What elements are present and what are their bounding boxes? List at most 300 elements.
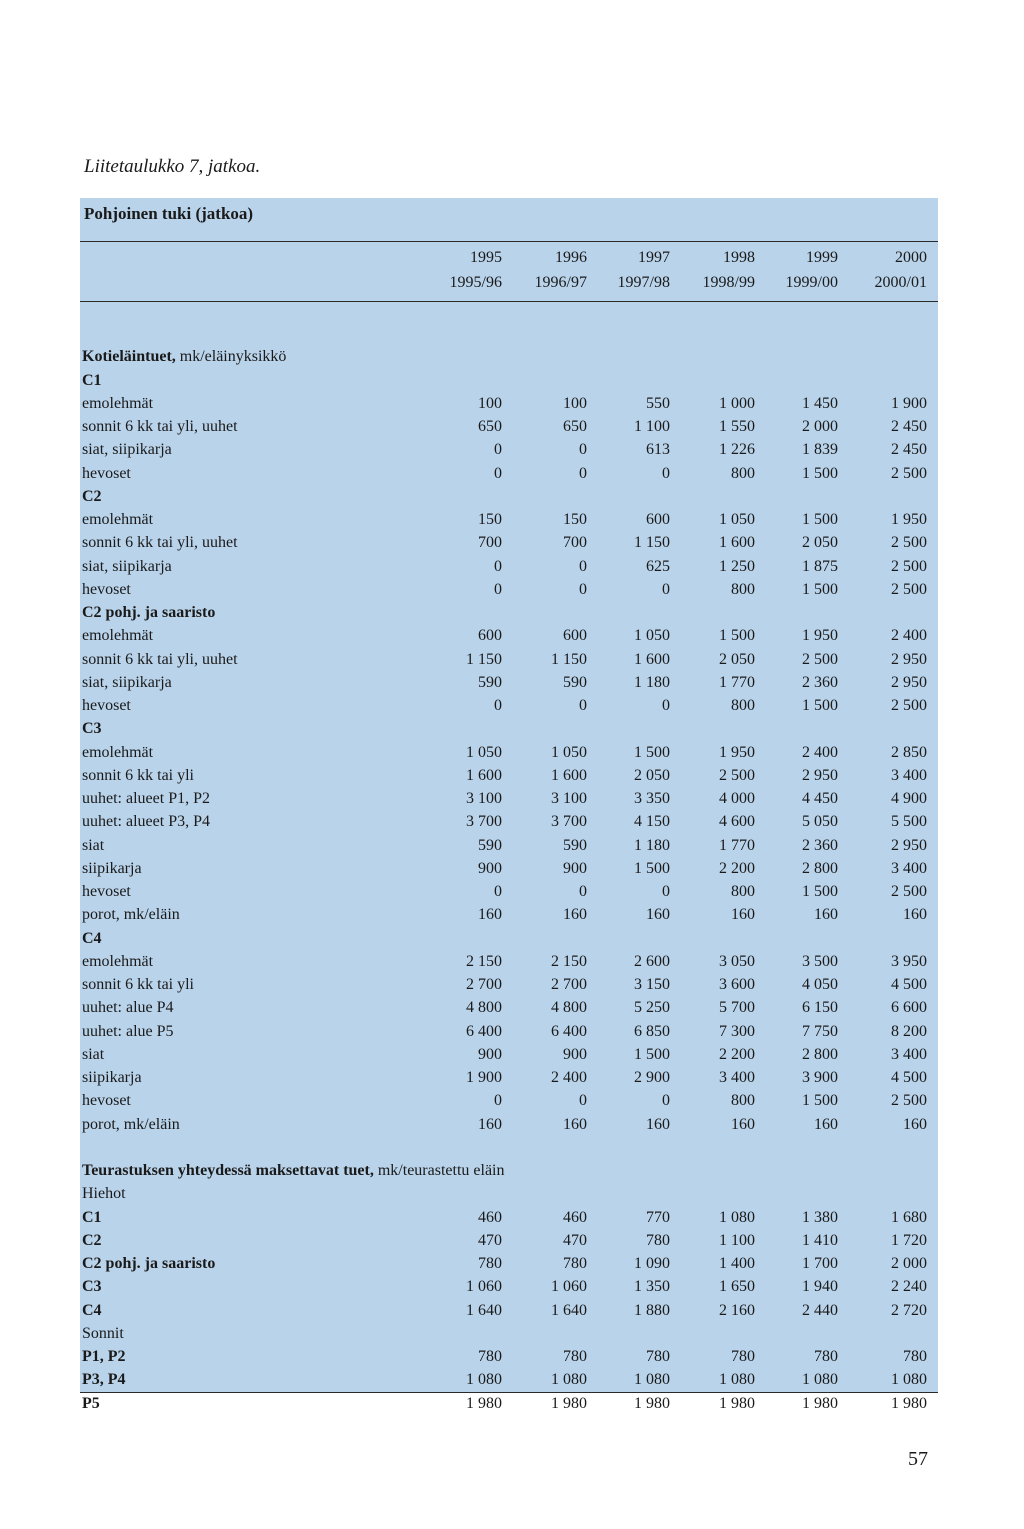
row-label: uuhet: alueet P1, P2 <box>82 790 210 807</box>
row-label: Sonnit <box>82 1324 124 1342</box>
table-cell: 2 150 <box>466 952 502 970</box>
section-label-bold: Kotieläintuet, <box>82 348 176 366</box>
table-cell: 1 680 <box>891 1208 927 1226</box>
table-row <box>80 787 938 810</box>
table-cell: 1 050 <box>719 511 755 528</box>
table-cell: 1 050 <box>551 743 587 761</box>
table-cell: 3 400 <box>891 766 927 784</box>
table-row <box>80 648 938 671</box>
table-row <box>80 834 938 857</box>
row-label: emolehmät <box>82 394 154 412</box>
table-cell: 3 100 <box>466 790 502 807</box>
table-cell: 6 850 <box>634 1022 670 1040</box>
table-cell: 2 800 <box>802 859 838 877</box>
table-cell: 780 <box>903 1348 927 1365</box>
table-cell: 650 <box>478 418 502 435</box>
table-row <box>80 1182 938 1205</box>
table-cell: 1 640 <box>466 1301 502 1319</box>
table-row <box>80 1368 938 1391</box>
table-row <box>80 671 938 694</box>
section-heading <box>80 345 938 368</box>
table-cell: 0 <box>579 883 587 900</box>
table-cell: 0 <box>579 580 587 598</box>
row-label: sonnit 6 kk tai yli <box>82 766 194 784</box>
table-cell: 2 500 <box>891 883 927 900</box>
table-row <box>80 415 938 438</box>
table-row <box>80 1113 938 1136</box>
table-cell: 1 980 <box>634 1394 670 1412</box>
table-row <box>80 1345 938 1368</box>
row-label: C1 <box>82 1208 102 1226</box>
table-cell: 160 <box>646 1115 670 1133</box>
table-cell: 1 875 <box>802 557 838 575</box>
table-cell: 1 450 <box>802 394 838 412</box>
table-cell: 4 000 <box>719 790 755 807</box>
table-cell: 550 <box>646 394 670 412</box>
table-title: Pohjoinen tuki (jatkoa) <box>84 204 254 223</box>
table-cell: 1 600 <box>634 650 670 668</box>
table-cell: 3 400 <box>891 1045 927 1063</box>
table-row <box>80 1066 938 1089</box>
table-cell: 4 800 <box>551 999 587 1017</box>
year-header: 2000 <box>895 249 927 266</box>
table-cell: 900 <box>563 859 587 877</box>
spacer-row <box>80 1136 938 1159</box>
table-cell: 160 <box>563 1115 587 1133</box>
page-number: 57 <box>908 1448 928 1470</box>
table-cell: 0 <box>494 580 502 598</box>
table-cell: 4 600 <box>719 813 755 831</box>
row-label: hevoset <box>82 883 131 900</box>
season-header: 1998/99 <box>702 274 755 291</box>
table-cell: 3 400 <box>719 1069 755 1086</box>
table-cell: 2 950 <box>891 836 927 854</box>
table-cell: 2 360 <box>802 673 838 691</box>
table-cell: 4 900 <box>891 790 927 807</box>
table-cell: 1 500 <box>802 580 838 598</box>
row-label: C1 <box>82 371 102 389</box>
row-label: hevoset <box>82 464 131 482</box>
row-label: C2 pohj. ja saaristo <box>82 1255 216 1272</box>
table-cell: 1 180 <box>634 673 670 691</box>
row-label: emolehmät <box>82 743 154 761</box>
table-cell: 1 600 <box>719 534 755 552</box>
table-cell: 2 500 <box>891 697 927 714</box>
table-cell: 1 150 <box>466 650 502 668</box>
table-row <box>80 973 938 996</box>
table-cell: 780 <box>563 1348 587 1365</box>
table-cell: 900 <box>563 1045 587 1063</box>
table-cell: 1 500 <box>802 697 838 714</box>
table-cell: 1 640 <box>551 1301 587 1319</box>
row-label: emolehmät <box>82 952 154 970</box>
table-row <box>80 1020 938 1043</box>
table-cell: 2 240 <box>891 1278 927 1296</box>
table-cell: 1 500 <box>802 883 838 900</box>
table-cell: 590 <box>563 673 587 691</box>
table-cell: 1 950 <box>719 743 755 761</box>
table-cell: 460 <box>563 1208 587 1226</box>
row-label: P1, P2 <box>82 1348 126 1365</box>
table-cell: 0 <box>579 464 587 482</box>
table-cell: 1 720 <box>891 1231 927 1249</box>
group-heading <box>80 369 938 392</box>
table-cell: 1 000 <box>719 394 755 412</box>
row-label: C4 <box>82 929 102 947</box>
table-cell: 1 980 <box>466 1394 502 1412</box>
table-cell: 5 250 <box>634 999 670 1017</box>
table-row <box>80 880 938 903</box>
table-cell: 8 200 <box>891 1022 927 1040</box>
table-cell: 0 <box>579 557 587 575</box>
table-cell: 2 000 <box>891 1255 927 1272</box>
table-cell: 780 <box>478 1255 502 1272</box>
table-cell: 1 500 <box>802 1092 838 1110</box>
table-cell: 3 900 <box>802 1069 838 1086</box>
table-cell: 1 150 <box>634 534 670 552</box>
table-cell: 625 <box>646 557 670 575</box>
table-cell: 2 850 <box>891 743 927 761</box>
table-cell: 5 500 <box>891 813 927 831</box>
table-cell: 2 360 <box>802 836 838 854</box>
table-row <box>80 996 938 1019</box>
table-row <box>80 1252 938 1275</box>
table-cell: 6 600 <box>891 999 927 1017</box>
table-cell: 150 <box>563 511 587 528</box>
table-cell: 3 700 <box>466 813 502 831</box>
table-cell: 1 080 <box>466 1371 502 1389</box>
table-row <box>80 950 938 973</box>
table-cell: 0 <box>494 464 502 482</box>
row-label: sonnit 6 kk tai yli, uuhet <box>82 650 238 668</box>
table-cell: 3 600 <box>719 976 755 993</box>
table-cell: 770 <box>646 1208 670 1226</box>
table-cell: 2 500 <box>891 557 927 575</box>
table-cell: 1 500 <box>802 464 838 482</box>
table-cell: 4 500 <box>891 976 927 993</box>
season-header: 1995/96 <box>449 274 502 291</box>
table-cell: 2 700 <box>466 976 502 993</box>
table-cell: 2 500 <box>891 534 927 552</box>
table-row <box>80 555 938 578</box>
table-row <box>80 741 938 764</box>
table-cell: 1 080 <box>802 1371 838 1389</box>
header-bottom-rule <box>80 301 938 302</box>
table-cell: 1 980 <box>802 1394 838 1412</box>
table-cell: 590 <box>478 673 502 691</box>
table-row <box>80 1206 938 1229</box>
table-cell: 1 650 <box>719 1278 755 1296</box>
table-cell: 160 <box>903 906 927 924</box>
table-cell: 0 <box>662 464 670 482</box>
row-label: P5 <box>82 1394 100 1412</box>
table-cell: 800 <box>731 580 755 598</box>
table-cell: 1 350 <box>634 1278 670 1296</box>
table-cell: 1 500 <box>719 627 755 645</box>
table-row <box>80 1322 938 1345</box>
table-cell: 3 350 <box>634 790 670 807</box>
table-bottom-rule <box>80 1392 938 1393</box>
section-heading <box>80 1159 938 1182</box>
row-label: porot, mk/eläin <box>82 906 180 924</box>
row-label: P3, P4 <box>82 1371 126 1389</box>
row-label: siat, siipikarja <box>82 441 172 459</box>
table-cell: 3 400 <box>891 859 927 877</box>
table-cell: 900 <box>478 859 502 877</box>
table-cell: 780 <box>478 1348 502 1365</box>
table-cell: 0 <box>662 697 670 714</box>
table-cell: 1 500 <box>634 859 670 877</box>
table-cell: 5 700 <box>719 999 755 1017</box>
table-cell: 100 <box>478 394 502 412</box>
table-cell: 900 <box>478 1045 502 1063</box>
table-cell: 460 <box>478 1208 502 1226</box>
table-row <box>80 810 938 833</box>
table-cell: 780 <box>731 1348 755 1365</box>
table-row <box>80 1299 938 1322</box>
table-cell: 780 <box>646 1348 670 1365</box>
table-cell: 600 <box>478 627 502 645</box>
table-cell: 2 950 <box>891 650 927 668</box>
table-cell: 1 060 <box>551 1278 587 1296</box>
table-cell: 160 <box>731 906 755 924</box>
table-cell: 1 900 <box>891 394 927 412</box>
table-cell: 1 080 <box>634 1371 670 1389</box>
row-label: siat, siipikarja <box>82 673 172 691</box>
row-label: sonnit 6 kk tai yli, uuhet <box>82 418 238 435</box>
table-cell: 2 950 <box>891 673 927 691</box>
table-cell: 2 600 <box>634 952 670 970</box>
table-cell: 160 <box>814 1115 838 1133</box>
table-cell: 2 160 <box>719 1301 755 1319</box>
table-cell: 3 950 <box>891 952 927 970</box>
table-caption: Liitetaulukko 7, jatkoa. <box>84 156 261 177</box>
table-cell: 1 180 <box>634 836 670 854</box>
table-cell: 1 080 <box>719 1371 755 1389</box>
table-cell: 470 <box>478 1231 502 1249</box>
table-row <box>80 857 938 880</box>
table-cell: 160 <box>478 906 502 924</box>
table-cell: 160 <box>814 906 838 924</box>
table-cell: 1 980 <box>719 1394 755 1412</box>
table-cell: 1 770 <box>719 836 755 854</box>
table-row <box>80 694 938 717</box>
table-cell: 160 <box>731 1115 755 1133</box>
table-cell: 1 050 <box>466 743 502 761</box>
table-cell: 2 050 <box>634 766 670 784</box>
row-label: emolehmät <box>82 627 154 645</box>
row-label: siipikarja <box>82 1069 142 1086</box>
table-row <box>80 462 938 485</box>
row-label <box>82 345 286 368</box>
table-cell: 1 080 <box>719 1208 755 1226</box>
table-cell: 1 600 <box>466 766 502 784</box>
table-cell: 3 050 <box>719 952 755 970</box>
group-heading <box>80 717 938 740</box>
table-cell: 700 <box>563 534 587 552</box>
table-cell: 1 150 <box>551 650 587 668</box>
table-cell: 2 050 <box>719 650 755 668</box>
table-cell: 2 500 <box>891 464 927 482</box>
table-cell: 1 500 <box>634 743 670 761</box>
table-cell: 1 400 <box>719 1255 755 1272</box>
table-cell: 613 <box>646 441 670 459</box>
year-header: 1998 <box>723 249 755 266</box>
table-cell: 700 <box>478 534 502 552</box>
table-cell: 2 500 <box>891 1092 927 1110</box>
table-cell: 2 400 <box>891 627 927 645</box>
table-cell: 800 <box>731 1092 755 1110</box>
row-label: hevoset <box>82 580 131 598</box>
table-cell: 2 500 <box>891 580 927 598</box>
row-label: Hiehot <box>82 1185 126 1203</box>
table-row <box>80 508 938 531</box>
table-cell: 470 <box>563 1231 587 1249</box>
table-cell: 0 <box>662 883 670 900</box>
table-row <box>80 531 938 554</box>
table-cell: 1 980 <box>891 1394 927 1412</box>
year-header: 1999 <box>806 249 838 266</box>
table-cell: 1 090 <box>634 1255 670 1272</box>
row-label: sonnit 6 kk tai yli, uuhet <box>82 534 238 552</box>
table-cell: 4 050 <box>802 976 838 993</box>
table-cell: 0 <box>579 441 587 459</box>
row-label: uuhet: alue P5 <box>82 1022 174 1040</box>
table-cell: 5 050 <box>802 813 838 831</box>
table-cell: 1 950 <box>891 511 927 528</box>
table-cell: 4 500 <box>891 1069 927 1086</box>
table-cell: 1 980 <box>551 1394 587 1412</box>
spacer-row <box>80 322 938 345</box>
table-row <box>80 578 938 601</box>
table-cell: 650 <box>563 418 587 435</box>
table-cell: 780 <box>814 1348 838 1365</box>
table-cell: 160 <box>903 1115 927 1133</box>
table-cell: 100 <box>563 394 587 412</box>
table-cell: 2 800 <box>802 1045 838 1063</box>
table-cell: 0 <box>494 1092 502 1110</box>
table-cell: 2 150 <box>551 952 587 970</box>
row-label: C3 <box>82 720 102 738</box>
table-cell: 590 <box>478 836 502 854</box>
table-cell: 800 <box>731 883 755 900</box>
table-row <box>80 1089 938 1112</box>
year-header: 1997 <box>638 249 670 266</box>
row-label: sonnit 6 kk tai yli <box>82 976 194 993</box>
table-cell: 0 <box>494 557 502 575</box>
table-cell: 7 750 <box>802 1022 838 1040</box>
table-cell: 1 080 <box>891 1371 927 1389</box>
row-label: siat <box>82 1045 105 1063</box>
table-cell: 2 440 <box>802 1301 838 1319</box>
table-row <box>80 764 938 787</box>
table-cell: 6 400 <box>466 1022 502 1040</box>
season-header: 1997/98 <box>617 274 670 291</box>
table-cell: 1 100 <box>719 1231 755 1249</box>
table-cell: 1 839 <box>802 441 838 459</box>
table-cell: 2 450 <box>891 418 927 435</box>
table-cell: 800 <box>731 464 755 482</box>
table-cell: 780 <box>563 1255 587 1272</box>
row-label: porot, mk/eläin <box>82 1115 180 1133</box>
header-top-rule <box>80 241 938 242</box>
table-cell: 2 450 <box>891 441 927 459</box>
table-body <box>80 322 938 1415</box>
year-header: 1996 <box>555 249 587 266</box>
season-header: 1996/97 <box>534 274 587 291</box>
table-cell: 1 880 <box>634 1301 670 1319</box>
row-label: siipikarja <box>82 859 142 877</box>
row-label <box>82 1159 504 1182</box>
row-label: emolehmät <box>82 511 154 528</box>
table-panel <box>80 198 938 1412</box>
table-cell: 0 <box>494 441 502 459</box>
table-cell: 150 <box>478 511 502 528</box>
table-row <box>80 438 938 461</box>
table-cell: 160 <box>646 906 670 924</box>
table-cell: 1 500 <box>634 1045 670 1063</box>
table-cell: 2 500 <box>719 766 755 784</box>
table-cell: 1 100 <box>634 418 670 435</box>
table-cell: 2 200 <box>719 859 755 877</box>
table-cell: 1 600 <box>551 766 587 784</box>
table-row <box>80 1275 938 1298</box>
row-label: C3 <box>82 1278 102 1296</box>
table-cell: 1 900 <box>466 1069 502 1086</box>
row-label: C2 <box>82 487 102 505</box>
table-row <box>80 1043 938 1066</box>
table-cell: 2 700 <box>551 976 587 993</box>
table-cell: 1 080 <box>551 1371 587 1389</box>
table-cell: 1 550 <box>719 418 755 435</box>
table-cell: 780 <box>646 1231 670 1249</box>
row-label: C2 pohj. ja saaristo <box>82 604 216 621</box>
table-cell: 1 940 <box>802 1278 838 1296</box>
table-cell: 1 250 <box>719 557 755 575</box>
row-label: C2 <box>82 1231 102 1249</box>
row-label: C4 <box>82 1301 102 1319</box>
group-heading <box>80 485 938 508</box>
table-cell: 2 400 <box>802 743 838 761</box>
table-cell: 4 150 <box>634 813 670 831</box>
table-cell: 1 050 <box>634 627 670 645</box>
table-cell: 2 500 <box>802 650 838 668</box>
row-label: siat, siipikarja <box>82 557 172 575</box>
table-cell: 7 300 <box>719 1022 755 1040</box>
table-cell: 160 <box>478 1115 502 1133</box>
group-heading <box>80 927 938 950</box>
table-cell: 3 150 <box>634 976 670 993</box>
year-header: 1995 <box>470 249 502 266</box>
row-label: uuhet: alueet P3, P4 <box>82 813 210 831</box>
table-cell: 1 410 <box>802 1231 838 1249</box>
table-cell: 3 500 <box>802 952 838 970</box>
table-cell: 1 500 <box>802 511 838 528</box>
table-cell: 1 700 <box>802 1255 838 1272</box>
table-cell: 1 770 <box>719 673 755 691</box>
table-row <box>80 1229 938 1252</box>
group-heading <box>80 601 938 624</box>
table-cell: 600 <box>563 627 587 645</box>
table-cell: 2 950 <box>802 766 838 784</box>
table-cell: 2 050 <box>802 534 838 552</box>
section-label-unit: mk/teurastettu eläin <box>373 1162 505 1179</box>
table-cell: 590 <box>563 836 587 854</box>
table-cell: 0 <box>494 697 502 714</box>
table-cell: 0 <box>662 1092 670 1110</box>
table-row <box>80 1392 938 1415</box>
table-cell: 0 <box>579 1092 587 1110</box>
